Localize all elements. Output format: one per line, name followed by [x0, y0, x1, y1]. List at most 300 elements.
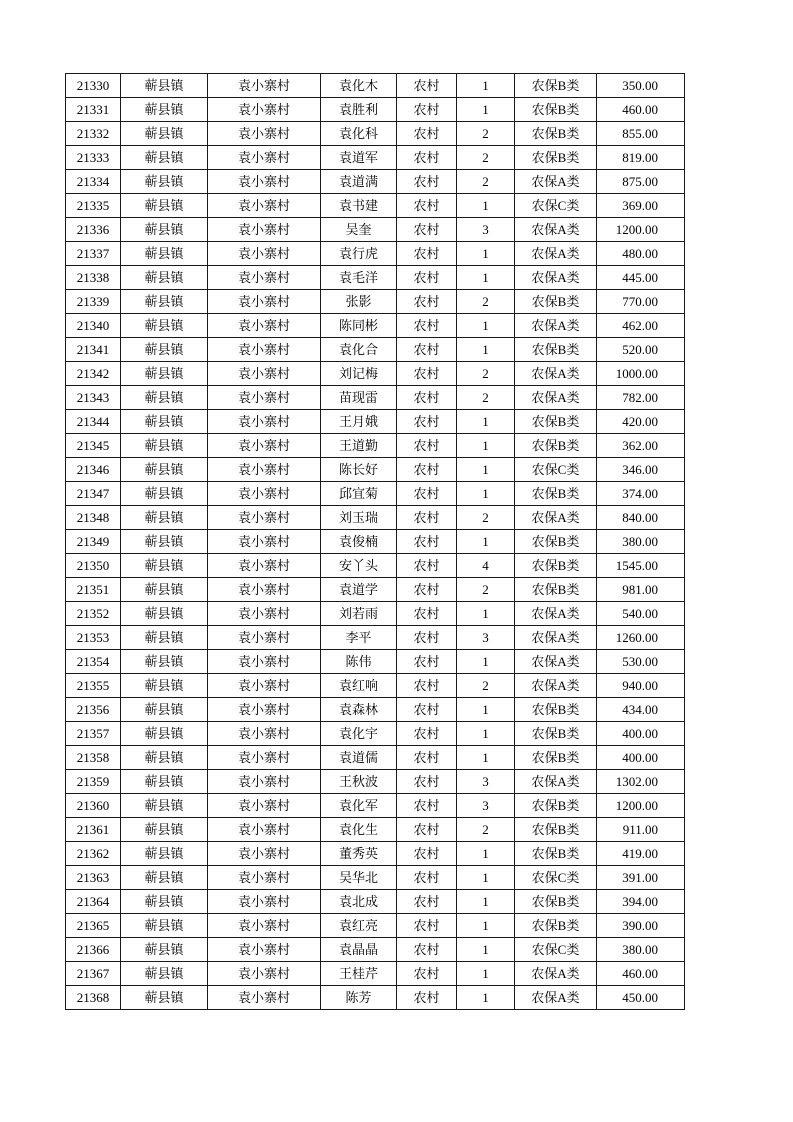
cell-village: 袁小寨村 [208, 98, 321, 122]
cell-amount: 450.00 [597, 986, 685, 1010]
cell-id: 21335 [66, 194, 121, 218]
cell-id: 21355 [66, 674, 121, 698]
cell-id: 21347 [66, 482, 121, 506]
table-row [66, 698, 685, 722]
table-row [66, 794, 685, 818]
cell-insurance_category: 农保A类 [515, 650, 597, 674]
cell-residence_type: 农村 [397, 410, 457, 434]
cell-id: 21346 [66, 458, 121, 482]
cell-residence_type: 农村 [397, 314, 457, 338]
cell-town: 蕲县镇 [121, 170, 208, 194]
cell-amount: 981.00 [597, 578, 685, 602]
cell-residence_type: 农村 [397, 194, 457, 218]
cell-person_count: 1 [457, 602, 515, 626]
cell-name: 袁化科 [321, 122, 397, 146]
cell-name: 陈芳 [321, 986, 397, 1010]
cell-person_count: 1 [457, 986, 515, 1010]
cell-name: 吴华北 [321, 866, 397, 890]
cell-person_count: 1 [457, 482, 515, 506]
table-row [66, 722, 685, 746]
cell-insurance_category: 农保A类 [515, 602, 597, 626]
cell-village: 袁小寨村 [208, 578, 321, 602]
cell-amount: 346.00 [597, 458, 685, 482]
cell-town: 蕲县镇 [121, 674, 208, 698]
cell-person_count: 1 [457, 194, 515, 218]
cell-amount: 840.00 [597, 506, 685, 530]
cell-residence_type: 农村 [397, 554, 457, 578]
table-row [66, 434, 685, 458]
cell-insurance_category: 农保C类 [515, 194, 597, 218]
cell-village: 袁小寨村 [208, 290, 321, 314]
cell-person_count: 2 [457, 146, 515, 170]
cell-residence_type: 农村 [397, 722, 457, 746]
cell-town: 蕲县镇 [121, 98, 208, 122]
table-row [66, 290, 685, 314]
cell-residence_type: 农村 [397, 362, 457, 386]
cell-town: 蕲县镇 [121, 434, 208, 458]
cell-village: 袁小寨村 [208, 218, 321, 242]
cell-insurance_category: 农保B类 [515, 290, 597, 314]
cell-id: 21361 [66, 818, 121, 842]
cell-name: 袁化木 [321, 74, 397, 98]
cell-town: 蕲县镇 [121, 482, 208, 506]
cell-id: 21341 [66, 338, 121, 362]
cell-residence_type: 农村 [397, 530, 457, 554]
cell-id: 21367 [66, 962, 121, 986]
cell-id: 21366 [66, 938, 121, 962]
cell-town: 蕲县镇 [121, 506, 208, 530]
cell-village: 袁小寨村 [208, 410, 321, 434]
cell-residence_type: 农村 [397, 434, 457, 458]
cell-name: 苗现雷 [321, 386, 397, 410]
cell-name: 陈同彬 [321, 314, 397, 338]
cell-residence_type: 农村 [397, 74, 457, 98]
cell-id: 21333 [66, 146, 121, 170]
cell-town: 蕲县镇 [121, 218, 208, 242]
cell-residence_type: 农村 [397, 506, 457, 530]
cell-residence_type: 农村 [397, 458, 457, 482]
cell-person_count: 1 [457, 338, 515, 362]
cell-village: 袁小寨村 [208, 242, 321, 266]
cell-id: 21368 [66, 986, 121, 1010]
cell-village: 袁小寨村 [208, 122, 321, 146]
cell-village: 袁小寨村 [208, 770, 321, 794]
cell-person_count: 1 [457, 98, 515, 122]
cell-name: 袁红响 [321, 674, 397, 698]
cell-amount: 1200.00 [597, 218, 685, 242]
cell-village: 袁小寨村 [208, 722, 321, 746]
cell-village: 袁小寨村 [208, 146, 321, 170]
cell-insurance_category: 农保B类 [515, 98, 597, 122]
insurance-records-table [65, 73, 685, 1010]
cell-village: 袁小寨村 [208, 962, 321, 986]
cell-town: 蕲县镇 [121, 650, 208, 674]
cell-id: 21353 [66, 626, 121, 650]
table-row [66, 890, 685, 914]
cell-insurance_category: 农保A类 [515, 218, 597, 242]
cell-amount: 369.00 [597, 194, 685, 218]
table-row [66, 98, 685, 122]
cell-insurance_category: 农保B类 [515, 434, 597, 458]
cell-person_count: 3 [457, 770, 515, 794]
cell-insurance_category: 农保A类 [515, 314, 597, 338]
cell-insurance_category: 农保B类 [515, 578, 597, 602]
cell-person_count: 1 [457, 314, 515, 338]
cell-person_count: 1 [457, 890, 515, 914]
cell-id: 21339 [66, 290, 121, 314]
cell-village: 袁小寨村 [208, 794, 321, 818]
cell-town: 蕲县镇 [121, 578, 208, 602]
cell-id: 21360 [66, 794, 121, 818]
cell-id: 21359 [66, 770, 121, 794]
cell-insurance_category: 农保A类 [515, 770, 597, 794]
cell-name: 安丫头 [321, 554, 397, 578]
cell-insurance_category: 农保B类 [515, 818, 597, 842]
cell-person_count: 2 [457, 674, 515, 698]
cell-amount: 480.00 [597, 242, 685, 266]
cell-insurance_category: 农保A类 [515, 674, 597, 698]
cell-insurance_category: 农保B类 [515, 554, 597, 578]
table-row [66, 674, 685, 698]
cell-name: 袁化军 [321, 794, 397, 818]
cell-town: 蕲县镇 [121, 338, 208, 362]
cell-person_count: 1 [457, 434, 515, 458]
cell-village: 袁小寨村 [208, 554, 321, 578]
cell-town: 蕲县镇 [121, 266, 208, 290]
cell-town: 蕲县镇 [121, 986, 208, 1010]
cell-person_count: 1 [457, 866, 515, 890]
cell-name: 袁俊楠 [321, 530, 397, 554]
cell-insurance_category: 农保B类 [515, 74, 597, 98]
table-body [66, 74, 685, 1010]
cell-id: 21356 [66, 698, 121, 722]
cell-village: 袁小寨村 [208, 170, 321, 194]
cell-id: 21348 [66, 506, 121, 530]
cell-name: 袁森林 [321, 698, 397, 722]
cell-residence_type: 农村 [397, 698, 457, 722]
cell-name: 吴奎 [321, 218, 397, 242]
cell-village: 袁小寨村 [208, 674, 321, 698]
cell-residence_type: 农村 [397, 962, 457, 986]
cell-amount: 419.00 [597, 842, 685, 866]
cell-village: 袁小寨村 [208, 626, 321, 650]
cell-residence_type: 农村 [397, 794, 457, 818]
cell-town: 蕲县镇 [121, 314, 208, 338]
cell-insurance_category: 农保A类 [515, 506, 597, 530]
cell-residence_type: 农村 [397, 338, 457, 362]
cell-id: 21362 [66, 842, 121, 866]
cell-id: 21342 [66, 362, 121, 386]
cell-person_count: 1 [457, 698, 515, 722]
table-row [66, 170, 685, 194]
cell-insurance_category: 农保A类 [515, 986, 597, 1010]
table-row [66, 578, 685, 602]
cell-insurance_category: 农保B类 [515, 914, 597, 938]
cell-name: 袁北成 [321, 890, 397, 914]
cell-id: 21349 [66, 530, 121, 554]
cell-person_count: 2 [457, 290, 515, 314]
cell-village: 袁小寨村 [208, 338, 321, 362]
table-row [66, 506, 685, 530]
cell-residence_type: 农村 [397, 890, 457, 914]
cell-amount: 350.00 [597, 74, 685, 98]
cell-town: 蕲县镇 [121, 146, 208, 170]
cell-name: 袁书建 [321, 194, 397, 218]
cell-person_count: 2 [457, 386, 515, 410]
cell-person_count: 2 [457, 122, 515, 146]
cell-insurance_category: 农保B类 [515, 722, 597, 746]
cell-id: 21352 [66, 602, 121, 626]
cell-insurance_category: 农保B类 [515, 530, 597, 554]
cell-amount: 940.00 [597, 674, 685, 698]
cell-person_count: 1 [457, 410, 515, 434]
cell-village: 袁小寨村 [208, 986, 321, 1010]
cell-person_count: 1 [457, 242, 515, 266]
table-row [66, 242, 685, 266]
cell-town: 蕲县镇 [121, 914, 208, 938]
table-row [66, 410, 685, 434]
table-row [66, 314, 685, 338]
cell-town: 蕲县镇 [121, 938, 208, 962]
cell-amount: 782.00 [597, 386, 685, 410]
table-row [66, 146, 685, 170]
cell-town: 蕲县镇 [121, 554, 208, 578]
cell-amount: 434.00 [597, 698, 685, 722]
cell-village: 袁小寨村 [208, 314, 321, 338]
cell-id: 21332 [66, 122, 121, 146]
table-row [66, 602, 685, 626]
cell-person_count: 4 [457, 554, 515, 578]
cell-insurance_category: 农保B类 [515, 746, 597, 770]
cell-insurance_category: 农保B类 [515, 842, 597, 866]
cell-name: 张影 [321, 290, 397, 314]
cell-person_count: 1 [457, 938, 515, 962]
cell-residence_type: 农村 [397, 242, 457, 266]
cell-name: 刘记梅 [321, 362, 397, 386]
cell-name: 袁道学 [321, 578, 397, 602]
cell-village: 袁小寨村 [208, 698, 321, 722]
cell-residence_type: 农村 [397, 986, 457, 1010]
cell-id: 21338 [66, 266, 121, 290]
table-row [66, 962, 685, 986]
cell-town: 蕲县镇 [121, 122, 208, 146]
cell-residence_type: 农村 [397, 122, 457, 146]
cell-amount: 1302.00 [597, 770, 685, 794]
cell-town: 蕲县镇 [121, 770, 208, 794]
cell-amount: 400.00 [597, 722, 685, 746]
cell-id: 21334 [66, 170, 121, 194]
table-row [66, 746, 685, 770]
cell-village: 袁小寨村 [208, 602, 321, 626]
cell-id: 21337 [66, 242, 121, 266]
cell-name: 邱宜菊 [321, 482, 397, 506]
cell-village: 袁小寨村 [208, 74, 321, 98]
cell-town: 蕲县镇 [121, 794, 208, 818]
cell-village: 袁小寨村 [208, 818, 321, 842]
cell-name: 袁道满 [321, 170, 397, 194]
table-row [66, 986, 685, 1010]
cell-insurance_category: 农保A类 [515, 386, 597, 410]
cell-residence_type: 农村 [397, 626, 457, 650]
cell-town: 蕲县镇 [121, 818, 208, 842]
cell-insurance_category: 农保B类 [515, 410, 597, 434]
cell-residence_type: 农村 [397, 170, 457, 194]
cell-name: 袁红亮 [321, 914, 397, 938]
cell-village: 袁小寨村 [208, 266, 321, 290]
cell-id: 21365 [66, 914, 121, 938]
cell-person_count: 3 [457, 626, 515, 650]
table-row [66, 554, 685, 578]
cell-town: 蕲县镇 [121, 866, 208, 890]
table-row [66, 626, 685, 650]
cell-town: 蕲县镇 [121, 698, 208, 722]
cell-person_count: 2 [457, 170, 515, 194]
cell-insurance_category: 农保A类 [515, 170, 597, 194]
cell-residence_type: 农村 [397, 386, 457, 410]
cell-insurance_category: 农保B类 [515, 890, 597, 914]
cell-name: 刘若雨 [321, 602, 397, 626]
cell-amount: 530.00 [597, 650, 685, 674]
cell-residence_type: 农村 [397, 914, 457, 938]
cell-amount: 1260.00 [597, 626, 685, 650]
cell-id: 21363 [66, 866, 121, 890]
cell-name: 刘玉瑞 [321, 506, 397, 530]
cell-residence_type: 农村 [397, 818, 457, 842]
cell-person_count: 1 [457, 914, 515, 938]
table-row [66, 914, 685, 938]
cell-amount: 460.00 [597, 98, 685, 122]
cell-amount: 420.00 [597, 410, 685, 434]
cell-name: 王桂芹 [321, 962, 397, 986]
cell-person_count: 1 [457, 650, 515, 674]
cell-person_count: 1 [457, 74, 515, 98]
cell-id: 21330 [66, 74, 121, 98]
cell-residence_type: 农村 [397, 866, 457, 890]
cell-amount: 394.00 [597, 890, 685, 914]
cell-insurance_category: 农保B类 [515, 482, 597, 506]
cell-residence_type: 农村 [397, 98, 457, 122]
cell-town: 蕲县镇 [121, 410, 208, 434]
table-row [66, 266, 685, 290]
cell-person_count: 1 [457, 530, 515, 554]
cell-name: 王秋波 [321, 770, 397, 794]
cell-name: 王道勤 [321, 434, 397, 458]
cell-village: 袁小寨村 [208, 458, 321, 482]
cell-village: 袁小寨村 [208, 890, 321, 914]
cell-insurance_category: 农保B类 [515, 698, 597, 722]
cell-name: 袁道儒 [321, 746, 397, 770]
cell-insurance_category: 农保A类 [515, 962, 597, 986]
cell-village: 袁小寨村 [208, 362, 321, 386]
cell-name: 袁道军 [321, 146, 397, 170]
cell-village: 袁小寨村 [208, 914, 321, 938]
table-row [66, 386, 685, 410]
cell-residence_type: 农村 [397, 482, 457, 506]
cell-village: 袁小寨村 [208, 434, 321, 458]
cell-amount: 520.00 [597, 338, 685, 362]
table-row [66, 74, 685, 98]
cell-residence_type: 农村 [397, 578, 457, 602]
cell-town: 蕲县镇 [121, 290, 208, 314]
cell-amount: 391.00 [597, 866, 685, 890]
table-row [66, 818, 685, 842]
cell-insurance_category: 农保B类 [515, 122, 597, 146]
cell-name: 袁化生 [321, 818, 397, 842]
cell-village: 袁小寨村 [208, 938, 321, 962]
cell-amount: 374.00 [597, 482, 685, 506]
cell-amount: 390.00 [597, 914, 685, 938]
cell-amount: 875.00 [597, 170, 685, 194]
cell-town: 蕲县镇 [121, 242, 208, 266]
cell-village: 袁小寨村 [208, 530, 321, 554]
cell-person_count: 1 [457, 266, 515, 290]
cell-name: 李平 [321, 626, 397, 650]
table-row [66, 122, 685, 146]
cell-town: 蕲县镇 [121, 458, 208, 482]
cell-residence_type: 农村 [397, 650, 457, 674]
cell-name: 董秀英 [321, 842, 397, 866]
cell-village: 袁小寨村 [208, 194, 321, 218]
cell-residence_type: 农村 [397, 842, 457, 866]
cell-id: 21357 [66, 722, 121, 746]
cell-id: 21345 [66, 434, 121, 458]
cell-town: 蕲县镇 [121, 74, 208, 98]
table-row [66, 482, 685, 506]
cell-name: 陈长好 [321, 458, 397, 482]
cell-village: 袁小寨村 [208, 842, 321, 866]
cell-amount: 1545.00 [597, 554, 685, 578]
cell-amount: 362.00 [597, 434, 685, 458]
cell-town: 蕲县镇 [121, 194, 208, 218]
cell-insurance_category: 农保A类 [515, 266, 597, 290]
cell-town: 蕲县镇 [121, 626, 208, 650]
table-row [66, 842, 685, 866]
cell-person_count: 1 [457, 962, 515, 986]
cell-name: 袁毛洋 [321, 266, 397, 290]
cell-amount: 380.00 [597, 530, 685, 554]
cell-town: 蕲县镇 [121, 722, 208, 746]
cell-town: 蕲县镇 [121, 842, 208, 866]
cell-town: 蕲县镇 [121, 746, 208, 770]
table-row [66, 530, 685, 554]
cell-amount: 770.00 [597, 290, 685, 314]
cell-village: 袁小寨村 [208, 386, 321, 410]
cell-residence_type: 农村 [397, 938, 457, 962]
cell-town: 蕲县镇 [121, 362, 208, 386]
cell-amount: 380.00 [597, 938, 685, 962]
cell-town: 蕲县镇 [121, 962, 208, 986]
cell-person_count: 2 [457, 362, 515, 386]
cell-id: 21344 [66, 410, 121, 434]
cell-residence_type: 农村 [397, 146, 457, 170]
cell-person_count: 1 [457, 746, 515, 770]
cell-village: 袁小寨村 [208, 506, 321, 530]
cell-residence_type: 农村 [397, 674, 457, 698]
cell-id: 21336 [66, 218, 121, 242]
cell-insurance_category: 农保C类 [515, 866, 597, 890]
cell-residence_type: 农村 [397, 602, 457, 626]
cell-name: 袁行虎 [321, 242, 397, 266]
cell-village: 袁小寨村 [208, 650, 321, 674]
table-row [66, 338, 685, 362]
cell-residence_type: 农村 [397, 770, 457, 794]
table-row [66, 770, 685, 794]
cell-town: 蕲县镇 [121, 602, 208, 626]
cell-amount: 911.00 [597, 818, 685, 842]
cell-name: 袁胜利 [321, 98, 397, 122]
cell-insurance_category: 农保A类 [515, 626, 597, 650]
cell-residence_type: 农村 [397, 266, 457, 290]
